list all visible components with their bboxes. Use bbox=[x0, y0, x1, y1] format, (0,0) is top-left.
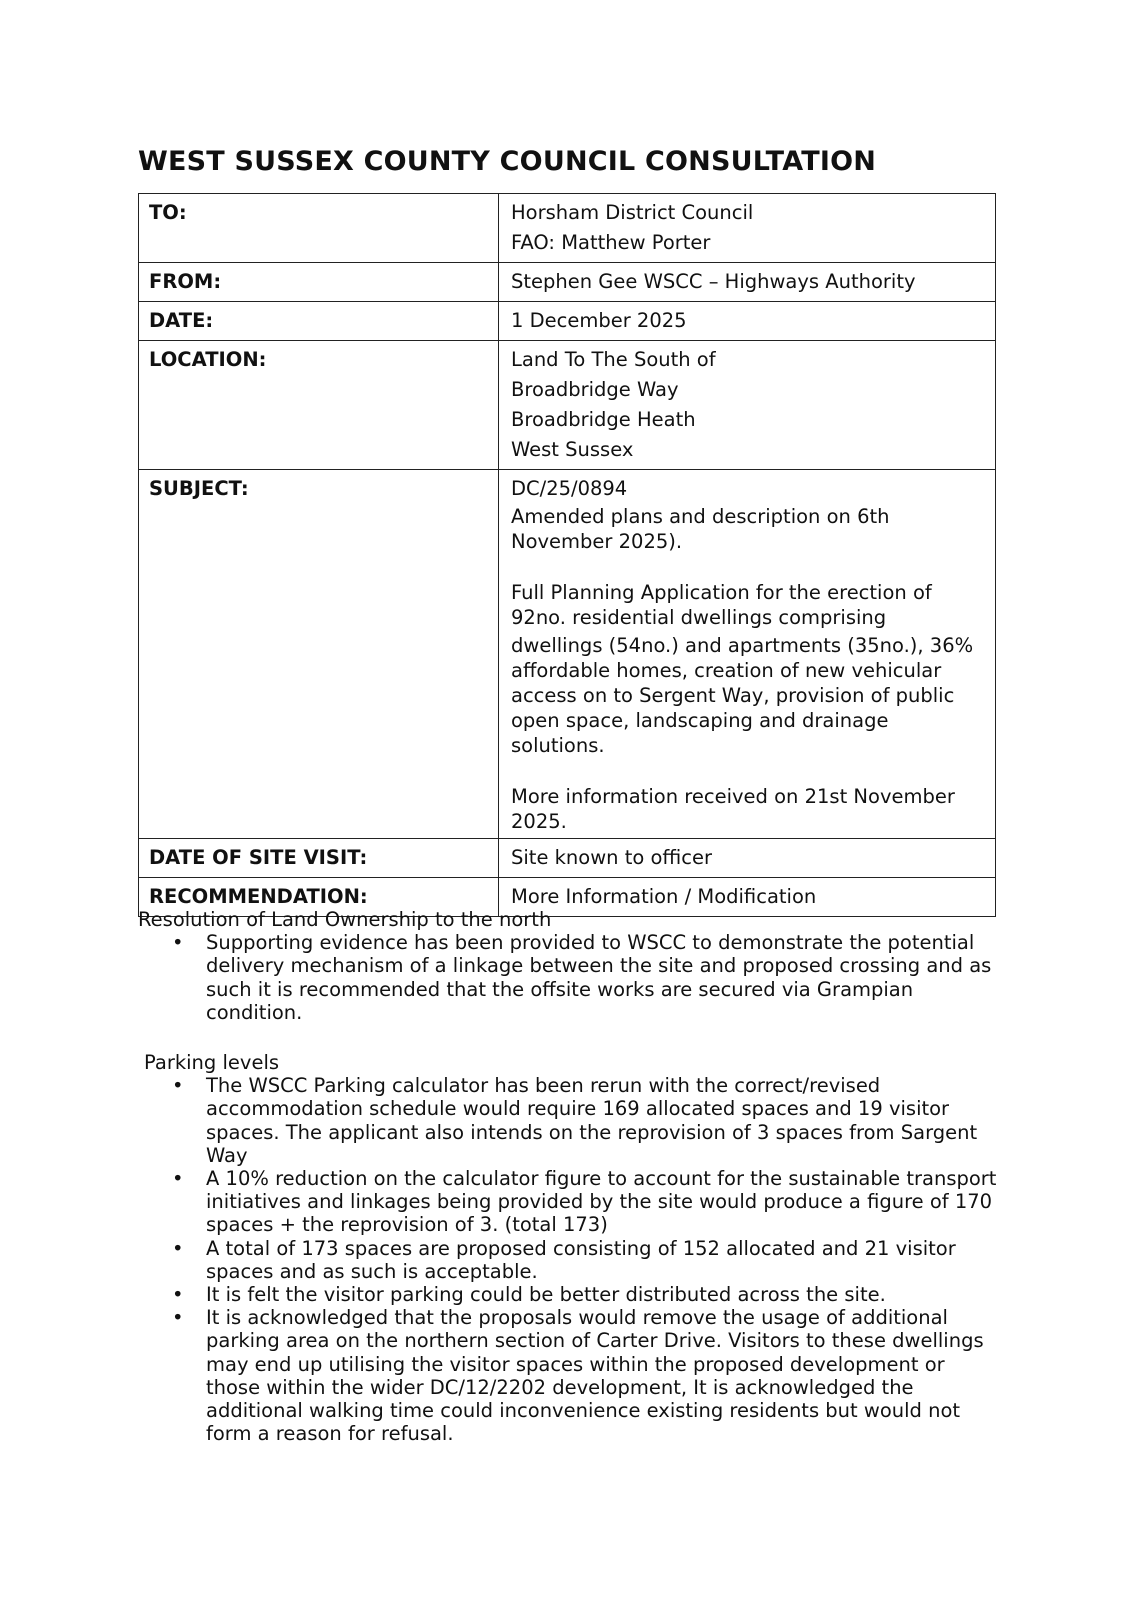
location-line: Broadbridge Heath bbox=[511, 408, 696, 431]
subject-description-part1: Full Planning Application for the erection of 92no. residential dwellings comprising bbox=[511, 581, 932, 629]
subject-reference: DC/25/0894 bbox=[511, 477, 628, 500]
consultation-details-table bbox=[138, 193, 996, 917]
value-subject bbox=[499, 470, 996, 839]
value-date: 1 December 2025 bbox=[499, 302, 996, 341]
row-date bbox=[139, 302, 996, 341]
subject-description-part2: dwellings (54no.) and apartments (35no.), 36% affordable homes, creation of new vehicular access on to Sergent Way, provision of public open space, landscaping and drainage solutions. bbox=[511, 634, 974, 757]
location-line: West Sussex bbox=[511, 438, 634, 461]
row-from bbox=[139, 263, 996, 302]
label-to: TO: bbox=[139, 194, 499, 263]
value-site-visit: Site known to officer bbox=[499, 839, 996, 878]
label-subject: SUBJECT: bbox=[139, 470, 499, 839]
to-line: Horsham District Council bbox=[511, 201, 754, 224]
subject-more-info: More information received on 21st November 2025. bbox=[511, 785, 955, 833]
label-date: DATE: bbox=[139, 302, 499, 341]
list-item: • A 10% reduction on the calculator figure to account for the sustainable transport initiatives and linkages being provided by the site would produce a figure of 170 spaces + the reprovision of 3. (total 173) bbox=[206, 1167, 998, 1237]
list-item: • The WSCC Parking calculator has been rerun with the correct/revised accommodation schedule would require 169 allocated spaces and 19 visitor spaces. The applicant also intends on the reprovision of 3 spaces from Sargent Way bbox=[206, 1074, 998, 1167]
label-site-visit: DATE OF SITE VISIT: bbox=[139, 839, 499, 878]
row-site-visit bbox=[139, 839, 996, 878]
row-location bbox=[139, 341, 996, 470]
parking-list bbox=[138, 1074, 998, 1445]
label-from: FROM: bbox=[139, 263, 499, 302]
location-line: Broadbridge Way bbox=[511, 378, 679, 401]
label-recommendation: RECOMMENDATION: bbox=[139, 878, 499, 917]
value-recommendation: More Information / Modification bbox=[499, 878, 996, 917]
location-line: Land To The South of bbox=[511, 348, 716, 371]
list-item: • Supporting evidence has been provided to WSCC to demonstrate the potential delivery mechanism of a linkage between the site and proposed crossing and as such it is recommended that the offsite works are secured via Grampian condition. bbox=[206, 931, 998, 1024]
land-ownership-list bbox=[138, 931, 998, 1024]
section-heading-parking: Parking levels bbox=[144, 1051, 280, 1075]
value-from: Stephen Gee WSCC – Highways Authority bbox=[499, 263, 996, 302]
to-line: FAO: Matthew Porter bbox=[511, 231, 711, 254]
list-item: • It is acknowledged that the proposals would remove the usage of additional parking area on the northern section of Carter Drive. Visitors to these dwellings may end up utilising the visitor spaces within the proposed development or those within the wider DC/12/2202 development, It is acknowledged the additional walking time could inconvenience existing residents but would not form a reason for refusal. bbox=[206, 1306, 998, 1445]
row-to bbox=[139, 194, 996, 263]
value-location bbox=[499, 341, 996, 470]
label-location: LOCATION: bbox=[139, 341, 499, 470]
section-heading-land-ownership: Resolution of Land Ownership to the north bbox=[138, 908, 552, 931]
list-item: • A total of 173 spaces are proposed consisting of 152 allocated and 21 visitor spaces and as such is acceptable. bbox=[206, 1237, 998, 1283]
value-to bbox=[499, 194, 996, 263]
document-body bbox=[138, 908, 998, 1445]
document-title: WEST SUSSEX COUNTY COUNCIL CONSULTATION bbox=[138, 146, 877, 177]
subject-amended-note: Amended plans and description on 6th November 2025). bbox=[511, 505, 890, 553]
row-subject bbox=[139, 470, 996, 839]
list-item: • It is felt the visitor parking could be better distributed across the site. bbox=[206, 1283, 998, 1306]
